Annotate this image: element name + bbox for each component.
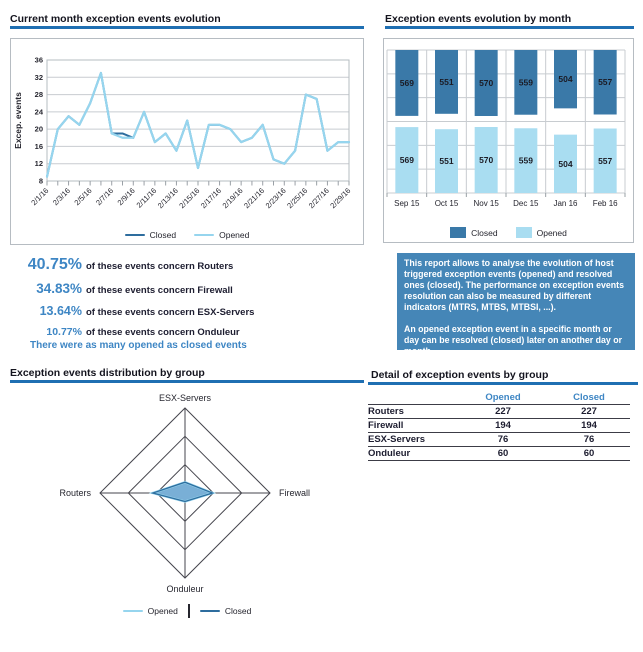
title-rule-radar (10, 380, 364, 383)
svg-text:2/13/16: 2/13/16 (155, 186, 180, 211)
table-cell: 227 (495, 406, 511, 417)
legend-item-closed (125, 230, 176, 240)
table-cell: ESX-Servers (368, 434, 426, 445)
bar-chart (384, 39, 633, 212)
table-header-row (368, 391, 630, 404)
table-cell: Onduleur (368, 448, 411, 459)
svg-text:28: 28 (34, 90, 43, 100)
svg-text:Routers: Routers (59, 488, 91, 498)
stats-note: There were as many opened as closed events (30, 340, 247, 351)
closed-box-swatch-icon (450, 227, 466, 238)
svg-text:2/29/16: 2/29/16 (328, 186, 353, 211)
svg-text:ESX-Servers: ESX-Servers (158, 393, 212, 403)
info-box (397, 253, 635, 356)
svg-text:Jan 16: Jan 16 (553, 199, 578, 208)
closed-line-swatch-icon (200, 610, 220, 613)
svg-text:570: 570 (479, 155, 494, 165)
table-cell: Firewall (368, 420, 404, 431)
svg-text:559: 559 (518, 155, 533, 166)
svg-text:Dec 15: Dec 15 (513, 199, 539, 208)
svg-text:Onduleur: Onduleur (166, 584, 204, 594)
title-rule-bar-chart (385, 26, 634, 29)
svg-text:2/23/16: 2/23/16 (263, 186, 288, 211)
svg-text:2/11/16: 2/11/16 (134, 186, 159, 210)
stat-description: of these events concern ESX-Servers (86, 307, 255, 318)
title-rule-line-chart (10, 26, 364, 29)
table-cell: 60 (583, 448, 595, 459)
svg-text:557: 557 (598, 77, 613, 88)
table-cell: 60 (497, 448, 509, 459)
line-chart (11, 39, 363, 225)
detail-table (368, 391, 630, 461)
svg-text:20: 20 (34, 124, 43, 134)
svg-text:2/19/16: 2/19/16 (220, 186, 245, 211)
line-chart-panel (10, 38, 364, 245)
legend-item-opened (123, 606, 178, 616)
table-cell: 227 (581, 406, 597, 417)
stat-percentage: 34.83% (36, 281, 82, 296)
svg-text:2/9/16: 2/9/16 (115, 186, 137, 208)
svg-text:2/17/16: 2/17/16 (198, 186, 223, 211)
svg-text:2/21/16: 2/21/16 (242, 186, 267, 211)
series-closed (47, 73, 349, 177)
stat-row (10, 326, 240, 338)
svg-text:2/1/16: 2/1/16 (29, 186, 51, 208)
opened-line-swatch-icon (194, 234, 214, 237)
bar-chart-panel (383, 38, 634, 243)
svg-text:551: 551 (439, 156, 454, 167)
svg-text:Excep. events: Excep. events (13, 92, 23, 149)
svg-text:Firewall: Firewall (279, 488, 311, 498)
table-cell: 194 (581, 420, 597, 431)
table-header-closed: Closed (573, 392, 605, 403)
legend-label-closed: Closed (471, 227, 498, 238)
svg-text:2/25/16: 2/25/16 (285, 186, 310, 211)
legend-divider (188, 604, 190, 618)
stat-percentage: 10.77% (46, 326, 82, 338)
svg-text:559: 559 (518, 77, 533, 88)
legend-label-opened: Opened (219, 230, 250, 240)
title-rule-table (368, 382, 638, 385)
opened-box-swatch-icon (516, 227, 532, 238)
table-row (368, 446, 630, 461)
stat-description: of these events concern Firewall (86, 285, 233, 296)
svg-text:2/27/16: 2/27/16 (306, 186, 331, 211)
svg-text:569: 569 (399, 77, 414, 88)
svg-text:36: 36 (34, 55, 43, 65)
legend-item-closed (200, 606, 251, 616)
radar-legend (10, 604, 364, 618)
table-body (368, 404, 630, 461)
svg-text:570: 570 (479, 78, 494, 88)
section-title-table: Detail of exception events by group (371, 369, 549, 381)
table-cell: 76 (583, 434, 595, 445)
table-row (368, 404, 630, 418)
svg-text:Nov 15: Nov 15 (473, 199, 499, 208)
svg-text:2/7/16: 2/7/16 (94, 186, 116, 208)
line-chart-legend (11, 230, 363, 240)
series-opened (47, 73, 349, 177)
svg-text:Sep 15: Sep 15 (394, 199, 420, 208)
svg-text:569: 569 (399, 155, 414, 166)
stat-row (10, 256, 233, 274)
info-paragraph-1: This report allows to analyse the evolution of host triggered exception events (opened) and resolved ones (closed). The performance on exception events resolution can also be measured by different indicators (MTRS, MTBS, MTBSI, ...). (404, 258, 624, 312)
svg-text:24: 24 (34, 107, 43, 117)
stat-percentage: 40.75% (27, 256, 82, 273)
legend-label-closed: Closed (224, 606, 252, 616)
svg-text:2/3/16: 2/3/16 (50, 186, 72, 208)
legend-item-opened (194, 230, 249, 240)
stat-description: of these events concern Onduleur (86, 327, 240, 338)
radar-chart (10, 385, 364, 601)
svg-text:504: 504 (558, 158, 573, 169)
svg-text:32: 32 (34, 72, 43, 82)
table-row (368, 432, 630, 446)
legend-item-closed (450, 227, 497, 238)
legend-item-opened (516, 227, 567, 238)
stat-row (10, 281, 233, 296)
section-title-bar-chart: Exception events evolution by month (385, 13, 572, 25)
svg-text:557: 557 (598, 155, 613, 166)
svg-text:2/15/16: 2/15/16 (177, 186, 202, 211)
stat-description: of these events concern Routers (86, 261, 234, 272)
closed-line-swatch-icon (125, 234, 145, 237)
section-title-line-chart: Current month exception events evolution (10, 13, 221, 25)
table-cell: 194 (495, 420, 511, 431)
bar-chart-legend (384, 227, 633, 238)
svg-text:Feb 16: Feb 16 (592, 199, 618, 208)
svg-text:Oct 15: Oct 15 (434, 199, 459, 208)
info-paragraph-2: An opened exception event in a specific month or day can be resolved (closed) later on another day or month. (404, 323, 623, 356)
table-row (368, 418, 630, 432)
svg-text:16: 16 (34, 141, 43, 151)
section-title-radar: Exception events distribution by group (10, 367, 205, 379)
stat-row (10, 304, 254, 318)
table-cell: 76 (497, 434, 509, 445)
table-header-opened: Opened (485, 392, 521, 403)
svg-text:12: 12 (34, 159, 43, 169)
legend-label-opened: Opened (147, 606, 178, 616)
legend-label-opened: Opened (536, 227, 567, 238)
svg-text:8: 8 (38, 176, 43, 186)
svg-text:551: 551 (439, 76, 454, 87)
svg-text:504: 504 (558, 74, 573, 85)
stat-percentage: 13.64% (39, 304, 82, 318)
legend-label-closed: Closed (149, 230, 177, 240)
svg-text:2/5/16: 2/5/16 (72, 186, 94, 208)
opened-line-swatch-icon (123, 610, 143, 613)
stats-block (10, 256, 370, 366)
table-cell: Routers (368, 406, 404, 417)
